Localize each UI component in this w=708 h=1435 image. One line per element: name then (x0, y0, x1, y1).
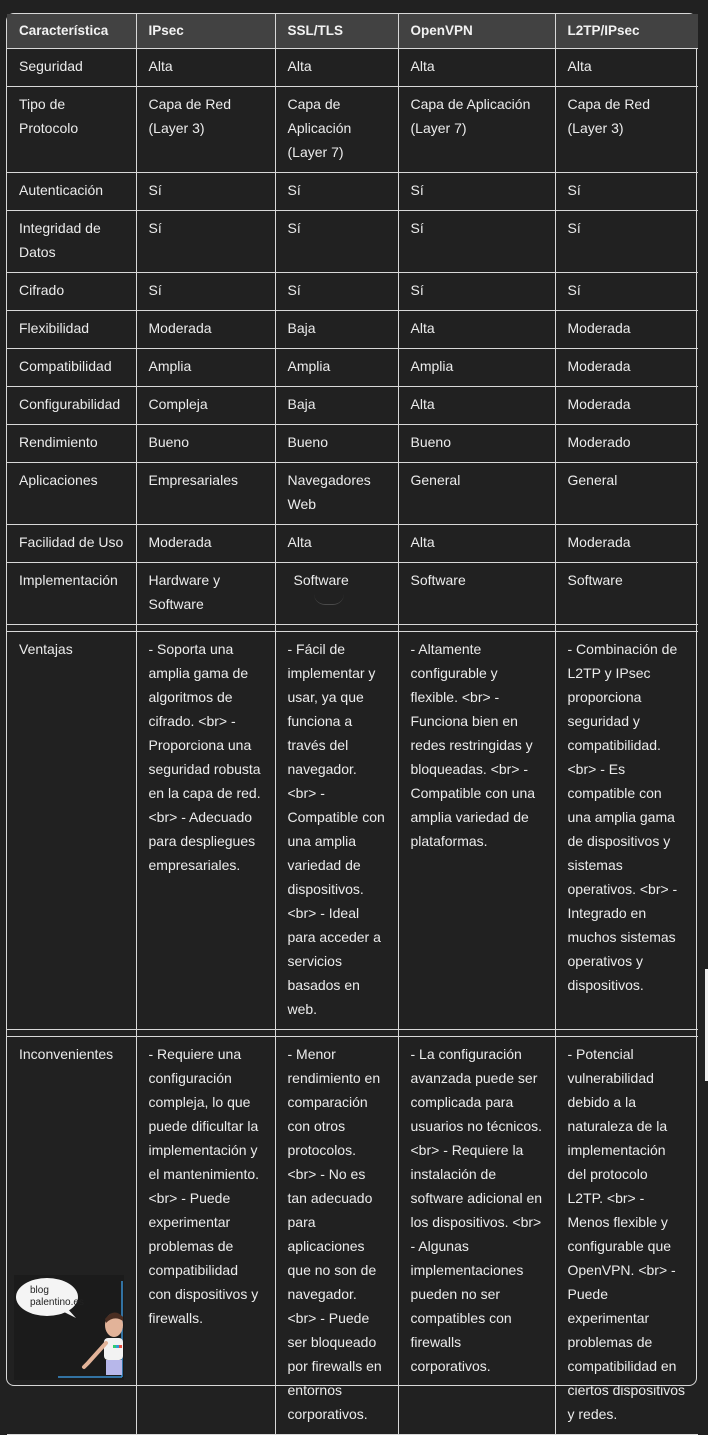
header-l2tp-ipsec: L2TP/IPsec (555, 14, 698, 49)
row-label: Inconvenientes (7, 1037, 136, 1435)
header-ipsec: IPsec (136, 14, 275, 49)
row-label: Aplicaciones (7, 463, 136, 525)
logo-text-line1: blog (30, 1285, 49, 1296)
separator-cell (7, 1030, 136, 1037)
table-row-ventajas (7, 632, 698, 1030)
cell-openvpn: General (398, 463, 555, 525)
cell-openvpn: - Altamente configurable y flexible. <br> - Funciona bien en redes restringidas y bloqueadas. <br> - Compatible con una amplia variedad de plataformas. (398, 632, 555, 1030)
cell-ssl-tls: Sí (275, 173, 398, 211)
table-row-configurabilidad (7, 387, 698, 425)
cell-openvpn: Amplia (398, 349, 555, 387)
separator-cell (555, 625, 698, 632)
vpn-comparison-table (7, 14, 698, 1435)
cell-ipsec: Compleja (136, 387, 275, 425)
blog-palentino-logo (14, 1275, 124, 1380)
cell-openvpn: Sí (398, 211, 555, 273)
cell-l2tp-ipsec: General (555, 463, 698, 525)
cell-openvpn: Capa de Aplicación (Layer 7) (398, 87, 555, 173)
cell-ssl-tls: Sí (275, 211, 398, 273)
cell-ssl-tls: Sí (275, 273, 398, 311)
row-label: Configurabilidad (7, 387, 136, 425)
cell-openvpn: Alta (398, 387, 555, 425)
cell-l2tp-ipsec: Sí (555, 173, 698, 211)
cell-ipsec: Sí (136, 173, 275, 211)
cell-l2tp-ipsec: - Combinación de L2TP y IPsec proporciona seguridad y compatibilidad. <br> - Es compatible con una amplia gama de dispositivos y sistemas operativos. <br> - Integrado en muchos sistemas operativos y dispositivos. (555, 632, 698, 1030)
mascot-illustration (14, 1275, 124, 1380)
cell-ssl-tls (275, 563, 398, 625)
cell-ssl-tls: Baja (275, 311, 398, 349)
cell-ipsec: Bueno (136, 425, 275, 463)
cell-text: Software (293, 572, 349, 588)
table-row-seguridad (7, 49, 698, 87)
cell-ipsec: - Soporta una amplia gama de algoritmos de cifrado. <br> - Proporciona una seguridad robusta en la capa de red. <br> - Adecuado para despliegues empresariales. (136, 632, 275, 1030)
table-row-autenticacion (7, 173, 698, 211)
separator-cell (136, 1030, 275, 1037)
row-label: Rendimiento (7, 425, 136, 463)
comparison-table-container (6, 13, 697, 1422)
row-label: Integridad de Datos (7, 211, 136, 273)
separator-cell (136, 625, 275, 632)
cell-l2tp-ipsec: - Potencial vulnerabilidad debido a la naturaleza de la implementación del protocolo L2TP. <br> - Menos flexible y configurable que OpenVPN. <br> - Puede experimentar problemas de compatibilidad en ciertos dispositivos y redes. (555, 1037, 698, 1435)
cell-openvpn: Alta (398, 311, 555, 349)
cell-ipsec: Moderada (136, 525, 275, 563)
table-header-row (7, 14, 698, 49)
cell-openvpn: Bueno (398, 425, 555, 463)
cell-ssl-tls: Alta (275, 525, 398, 563)
cell-openvpn: Sí (398, 173, 555, 211)
loading-spinner-icon (314, 594, 344, 605)
cell-l2tp-ipsec: Moderada (555, 387, 698, 425)
table-row-tipo-de-protocolo (7, 87, 698, 173)
row-label: Seguridad (7, 49, 136, 87)
separator-cell (398, 625, 555, 632)
table-row-cifrado (7, 273, 698, 311)
cell-ipsec: Empresariales (136, 463, 275, 525)
cell-ipsec: Alta (136, 49, 275, 87)
table-row-implementacion (7, 563, 698, 625)
cell-l2tp-ipsec: Sí (555, 273, 698, 311)
cell-l2tp-ipsec: Sí (555, 211, 698, 273)
table-row-aplicaciones (7, 463, 698, 525)
cell-l2tp-ipsec: Capa de Red (Layer 3) (555, 87, 698, 173)
separator-cell (7, 625, 136, 632)
row-label: Ventajas (7, 632, 136, 1030)
cell-ssl-tls: - Menor rendimiento en comparación con otros protocolos. <br> - No es tan adecuado para aplicaciones que no son de navegador. <br> - Puede ser bloqueado por firewalls en entornos corporativos. (275, 1037, 398, 1435)
separator-cell (398, 1030, 555, 1037)
separator-cell (555, 1030, 698, 1037)
cell-ipsec: - Requiere una configuración compleja, lo que puede dificultar la implementación y el mantenimiento. <br> - Puede experimentar problemas de compatibilidad con dispositivos y firewalls. (136, 1037, 275, 1435)
row-label: Facilidad de Uso (7, 525, 136, 563)
cell-openvpn: Alta (398, 525, 555, 563)
row-label: Compatibilidad (7, 349, 136, 387)
cell-ssl-tls: Amplia (275, 349, 398, 387)
header-openvpn: OpenVPN (398, 14, 555, 49)
row-label: Autenticación (7, 173, 136, 211)
cell-ipsec: Amplia (136, 349, 275, 387)
table-row-separator (7, 1030, 698, 1037)
header-ssl-tls: SSL/TLS (275, 14, 398, 49)
cell-l2tp-ipsec: Moderada (555, 311, 698, 349)
separator-cell (275, 1030, 398, 1037)
cell-openvpn: Alta (398, 49, 555, 87)
header-caracteristica: Característica (7, 14, 136, 49)
row-label: Flexibilidad (7, 311, 136, 349)
logo-text-line2: palentino.es (30, 1297, 84, 1308)
cell-ssl-tls: Capa de Aplicación (Layer 7) (275, 87, 398, 173)
separator-cell (275, 625, 398, 632)
cell-openvpn: Sí (398, 273, 555, 311)
cell-openvpn: Software (398, 563, 555, 625)
row-label: Implementación (7, 563, 136, 625)
row-label: Cifrado (7, 273, 136, 311)
cell-ssl-tls: Baja (275, 387, 398, 425)
cell-l2tp-ipsec: Software (555, 563, 698, 625)
cell-ssl-tls: Bueno (275, 425, 398, 463)
cell-ssl-tls: Alta (275, 49, 398, 87)
cell-ssl-tls: Navegadores Web (275, 463, 398, 525)
table-row-rendimiento (7, 425, 698, 463)
cell-ipsec: Sí (136, 211, 275, 273)
cell-l2tp-ipsec: Moderado (555, 425, 698, 463)
table-row-integridad-de-datos (7, 211, 698, 273)
cell-l2tp-ipsec: Moderada (555, 525, 698, 563)
cell-openvpn: - La configuración avanzada puede ser complicada para usuarios no técnicos. <br> - Requiere la instalación de software adicional en los dispositivos. <br> - Algunas implementaciones pueden no ser compatibles con firewalls corporativos. (398, 1037, 555, 1435)
cell-l2tp-ipsec: Moderada (555, 349, 698, 387)
cell-ipsec: Capa de Red (Layer 3) (136, 87, 275, 173)
cell-ipsec: Moderada (136, 311, 275, 349)
cell-l2tp-ipsec: Alta (555, 49, 698, 87)
cell-ipsec: Sí (136, 273, 275, 311)
cell-ssl-tls: - Fácil de implementar y usar, ya que funciona a través del navegador. <br> - Compatible con una amplia variedad de dispositivos. <br> - Ideal para acceder a servicios basados en web. (275, 632, 398, 1030)
row-label: Tipo de Protocolo (7, 87, 136, 173)
table-row-separator (7, 625, 698, 632)
table-row-compatibilidad (7, 349, 698, 387)
cell-ipsec: Hardware y Software (136, 563, 275, 625)
table-row-flexibilidad (7, 311, 698, 349)
table-row-facilidad-de-uso (7, 525, 698, 563)
